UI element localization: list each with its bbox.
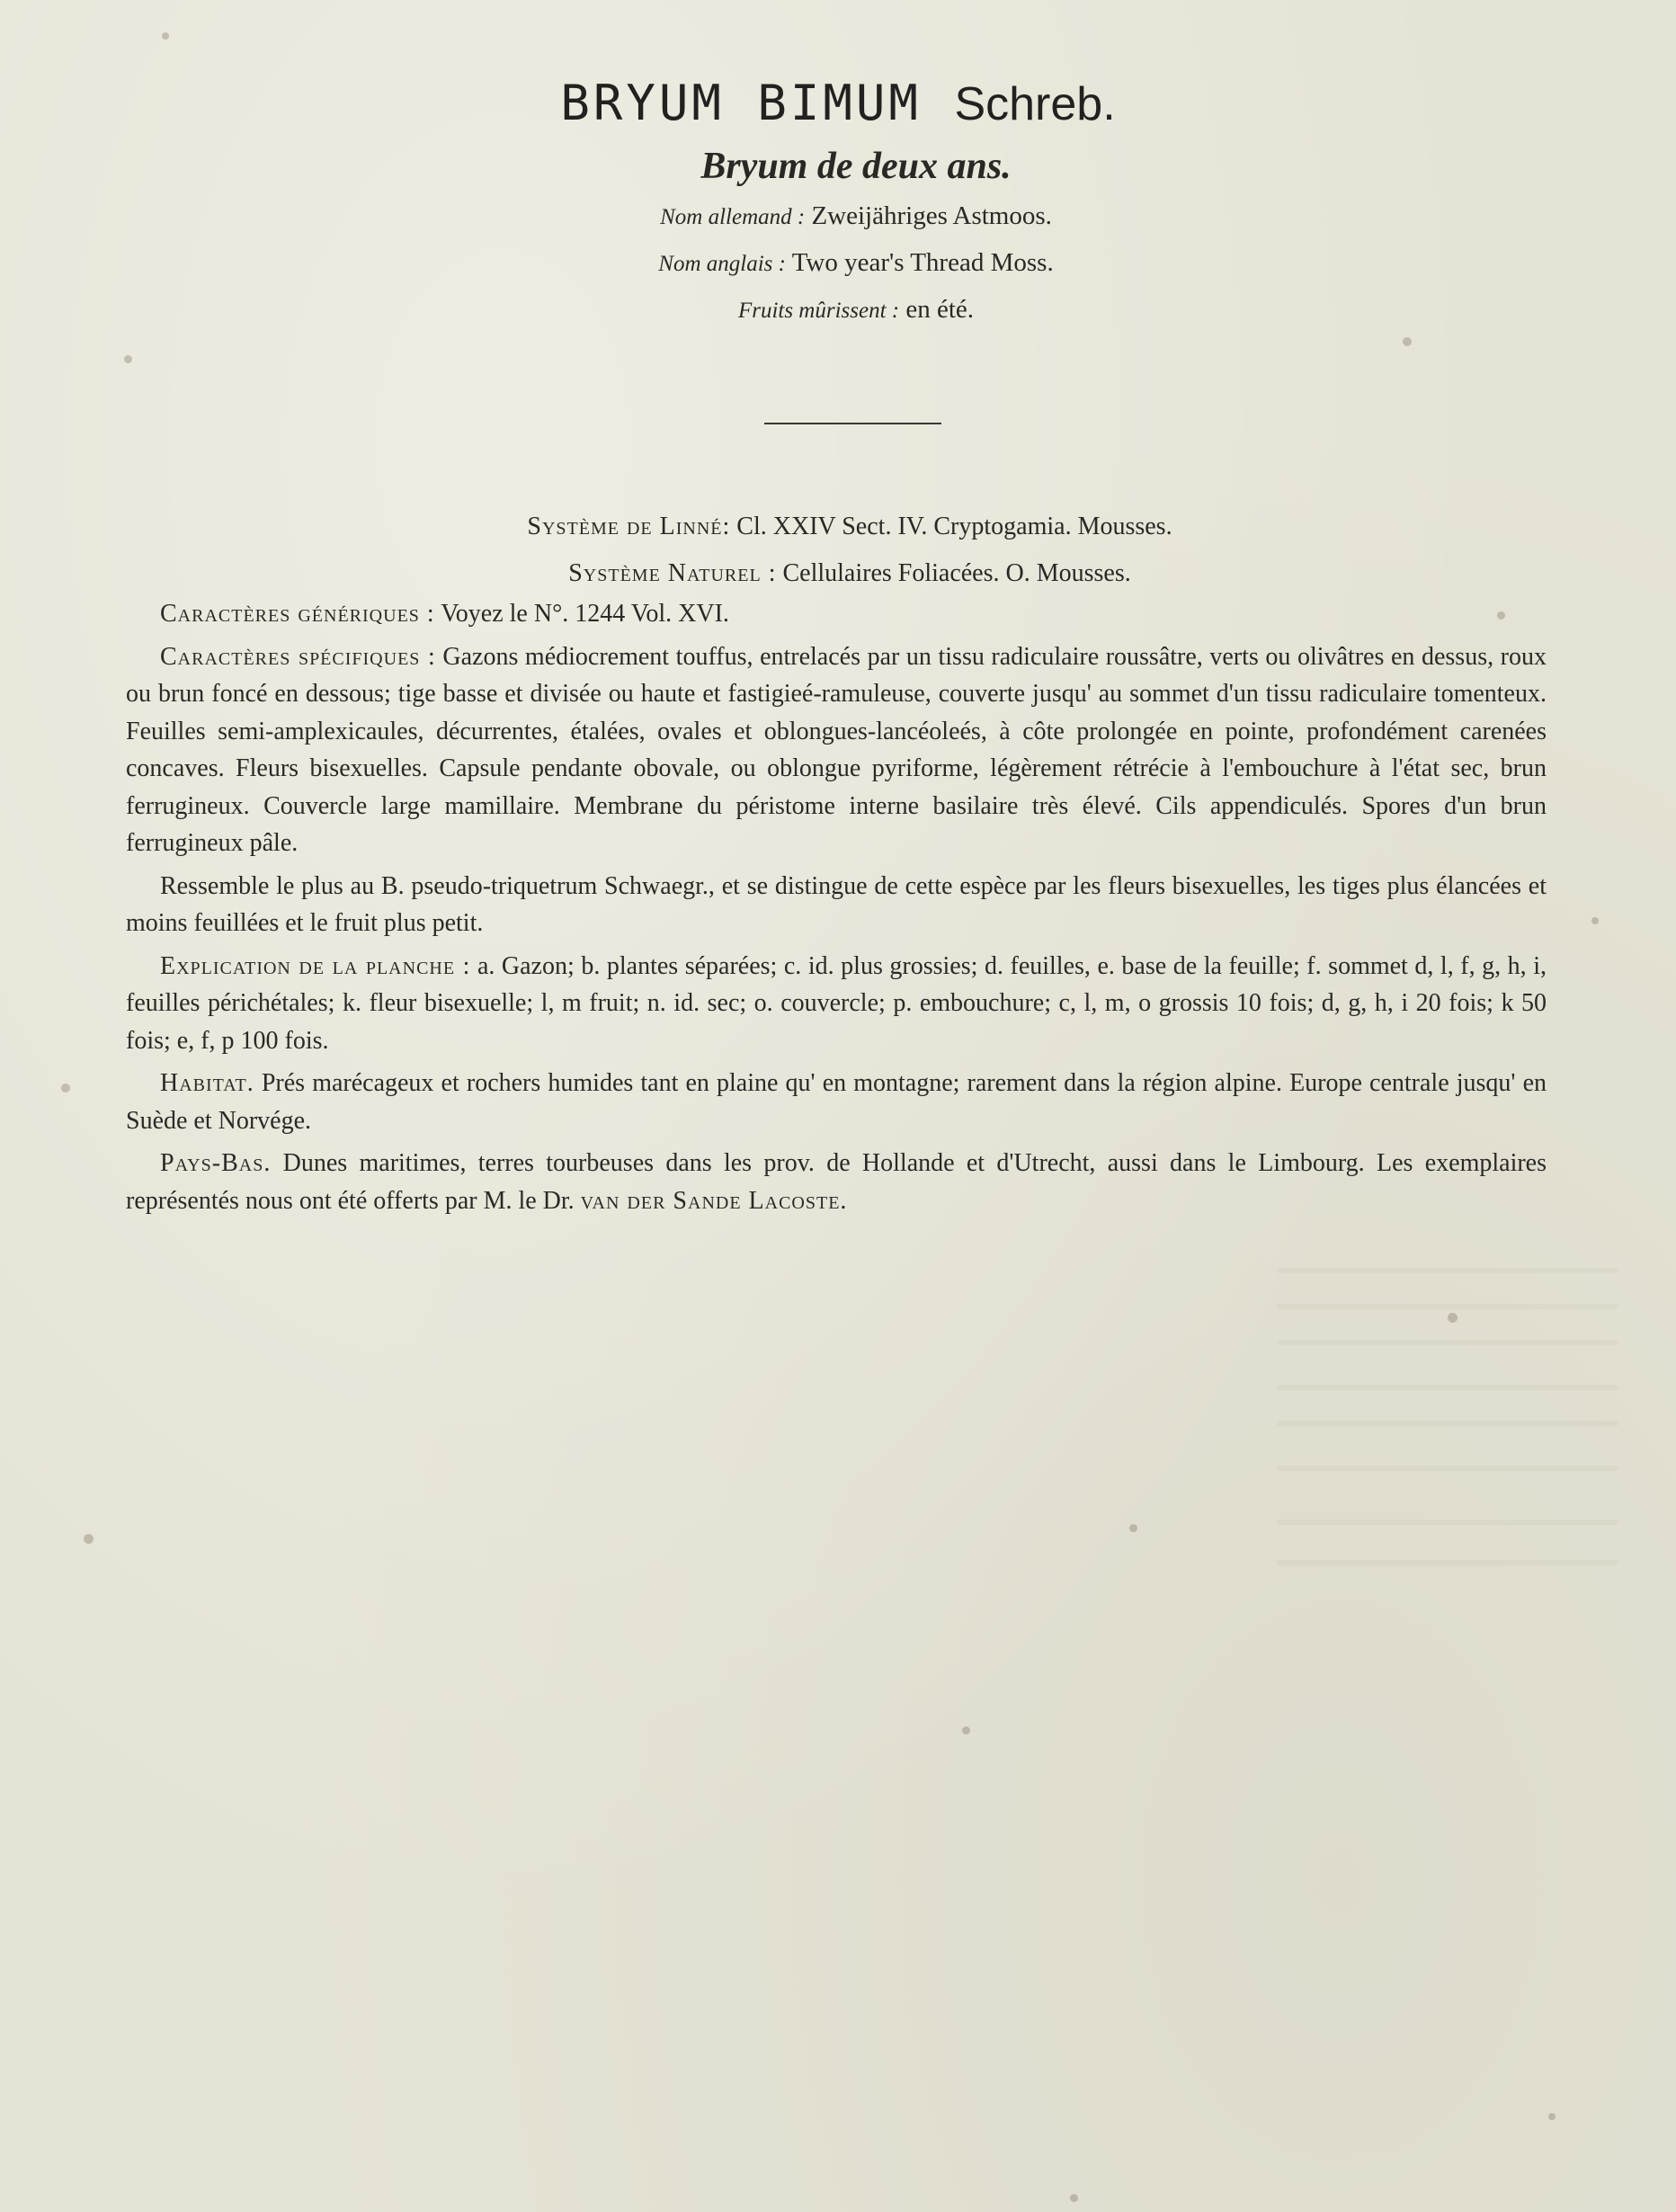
specifiques-label: Caractères spécifiques : [160,642,436,671]
german-name-line [36,193,1676,240]
show-through [1277,1520,1618,1525]
french-name: Bryum de deux ans. [700,146,1012,187]
foxing-spot [962,1726,970,1735]
english-value: Two year's Thread Moss. [791,248,1054,277]
species-title [0,72,1676,136]
paysbas-donor-name: van der Sande Lacoste. [580,1186,848,1215]
habitat-paragraph [126,1065,1547,1139]
fruit-label: Fruits mûrissent : [737,299,900,323]
habitat-label: Habitat. [160,1069,254,1097]
generiques-label: Caractères génériques : [160,600,435,628]
foxing-spot [1403,337,1412,346]
show-through [1277,1304,1618,1309]
german-label: Nom allemand : [660,205,806,229]
show-through [1277,1560,1618,1565]
divider-rule [764,423,941,424]
title-block [0,72,1676,334]
specific-characters-paragraph [126,638,1547,862]
naturel-label: Système Naturel : [568,559,777,587]
generiques-text: Voyez le N°. 1244 Vol. XVI. [441,600,729,628]
linne-system-line [153,504,1547,550]
linne-value: Cl. XXIV Sect. IV. Cryptogamia. Mousses. [736,513,1172,540]
classification-systems [153,504,1547,597]
german-value: Zweijähriges Astmoos. [811,201,1052,230]
resemblance-paragraph [126,868,1547,942]
foxing-spot [1070,2194,1078,2202]
foxing-spot [1591,917,1599,924]
netherlands-paragraph [126,1145,1547,1219]
foxing-spot [1548,2113,1556,2120]
fruit-line [36,287,1676,334]
show-through [1277,1421,1618,1426]
fruit-value: en été. [905,295,975,324]
natural-system-line [153,550,1547,597]
foxing-spot [1448,1313,1458,1323]
explication-text: a. Gazon; b. plantes séparées; c. id. plus grossies; d. feuilles, e. base de la feuille; f. sommet d, l, f, g, h, i, feuilles périchétales; k. fleur bisexuelle; l, m fruit; n. id. sec; o. couvercle; p. embouchure; c, l, m, o grossis 10 fois; d, g, h, i 20 fois; k 50 fois; e, f, p 100 fois. [126,951,1547,1055]
plate-explanation-paragraph [126,948,1547,1060]
foxing-spot [162,32,169,40]
explication-label: Explication de la planche : [160,951,471,980]
generic-characters-paragraph [126,595,1547,633]
foxing-spot [61,1084,70,1093]
specifiques-text: Gazons médiocrement touffus, entrelacés par un tissu radiculaire roussâtre, verts ou olivâtres en dessus, roux ou brun foncé en dessous; tige basse et divisée ou haute et fastigieé-ramuleuse, couverte jusqu' au sommet d'un tissu radiculaire tomenteux. Feuilles semi-amplexicaules, décurrentes, étalées, ovales et oblongues-lancéoleés, à côte prolongée en pointe, profondément carenées concaves. Fleurs bisexuelles. Capsule pendante obovale, ou oblongue pyriforme, légèrement rétrécie à l'embouchure à l'état sec, brun ferrugineux. Couvercle large mamillaire. Membrane du péristome interne basilaire très élevé. Cils appendiculés. Spores d'un brun ferrugineux pâle. [126,642,1547,857]
paysbas-label: Pays-Bas. [160,1149,272,1177]
foxing-spot [1129,1524,1137,1532]
show-through [1277,1385,1618,1390]
species-author: Schreb. [954,78,1116,130]
naturel-value: Cellulaires Foliacées. O. Mousses. [782,559,1131,587]
foxing-spot [124,355,132,363]
foxing-spot [84,1534,94,1544]
english-name-line [36,240,1676,287]
species-name: BRYUM BIMUM [560,75,922,131]
description-body [126,595,1547,1225]
english-label: Nom anglais : [658,252,786,276]
show-through [1277,1268,1618,1273]
linne-label: Système de Linné: [527,513,731,540]
ressemble-text: Ressemble le plus au B. pseudo-triquetrum Schwaegr., et se distingue de cette espèce par les fleurs bisexuelles, les tiges plus élancées et moins feuillées et le fruit plus petit. [126,871,1547,937]
paysbas-text: Dunes maritimes, terres tourbeuses dans les prov. de Hollande et d'Utrecht, aussi dans le Limbourg. Les exemplaires représentés nous ont été offerts par M. le Dr. [126,1149,1547,1215]
show-through [1277,1340,1618,1345]
show-through [1277,1466,1618,1471]
habitat-text: Prés marécageux et rochers humides tant en plaine qu' en montagne; rarement dans la région alpine. Europe centrale jusqu' en Suède et Norvége. [126,1069,1547,1135]
